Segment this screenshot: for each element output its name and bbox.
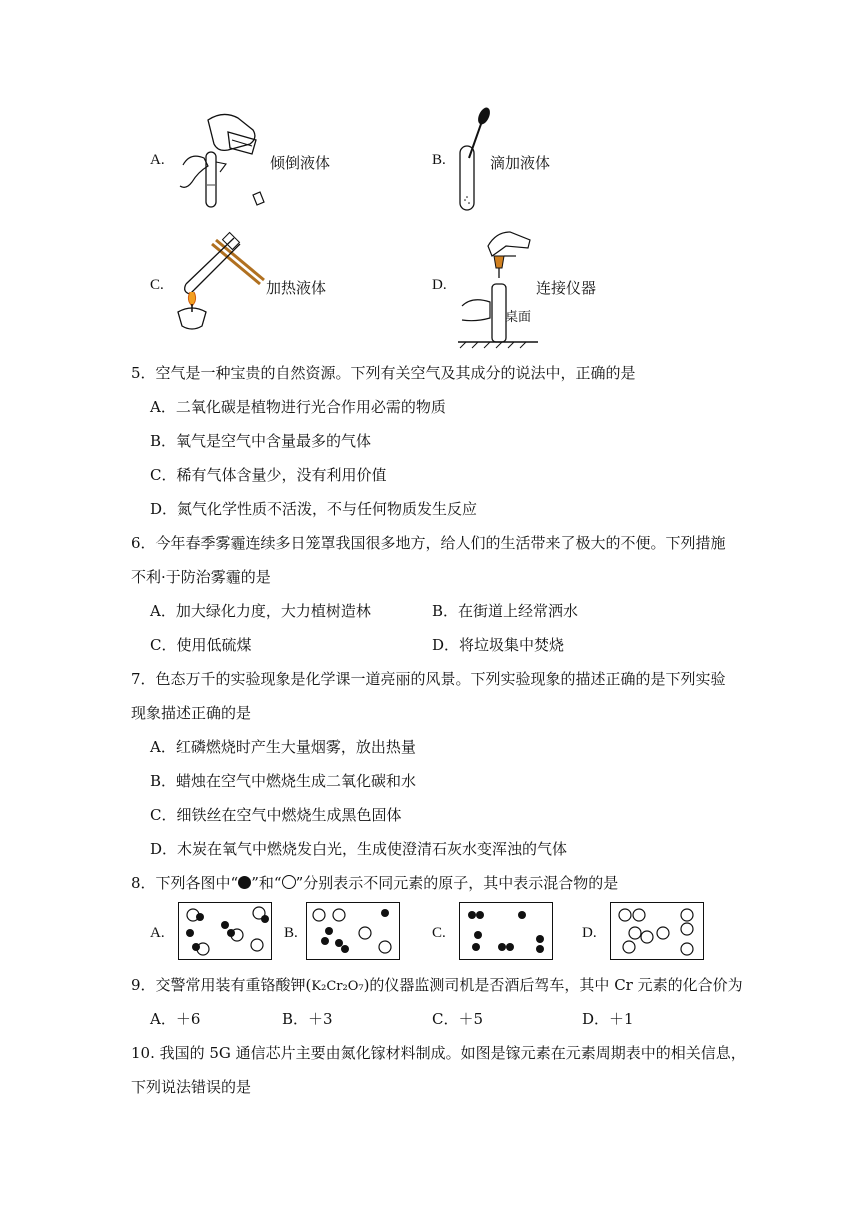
dropper-illustration — [455, 108, 495, 216]
q7-option-b: B．蜡烛在空气中燃烧生成二氧化碳和水 — [150, 772, 417, 790]
q8-option-d-letter: D. — [582, 925, 597, 941]
q9-option-b: B．＋3 — [282, 1010, 333, 1028]
q8-stem-part-c: ”分别表示不同元素的原子，其中表示混合物的是 — [295, 874, 619, 892]
q10-stem-line2: 下列说法错误的是 — [131, 1078, 252, 1096]
q8-option-c-letter: C. — [432, 925, 446, 941]
q6-option-d: D．将垃圾集中焚烧 — [432, 636, 565, 654]
q5-stem: 5．空气是一种宝贵的自然资源。下列有关空气及其成分的说法中，正确的是 — [131, 364, 636, 382]
q5-option-c: C．稀有气体含量少，没有利用价值 — [150, 466, 387, 484]
q8-box-a — [178, 902, 272, 960]
q9-stem-part-a: 9．交警常用装有重铬酸钾( — [131, 976, 312, 994]
q10-stem-line1: 10. 我国的 5G 通信芯片主要由氮化镓材料制成。如图是镓元素在元素周期表中的相关信息， — [131, 1044, 746, 1062]
q8-box-c — [459, 902, 553, 960]
pouring-liquid-illustration — [178, 110, 273, 215]
q6-stem-line2: 不利·于防治雾霾的是 — [131, 568, 271, 586]
q9-stem — [131, 974, 743, 995]
desk-label: 桌面 — [505, 310, 532, 325]
q9-option-a: A．＋6 — [150, 1010, 201, 1028]
q7-option-c: C．细铁丝在空气中燃烧生成黑色固体 — [150, 806, 402, 824]
q8-box-d — [610, 902, 704, 960]
q4-option-d-letter: D. — [432, 277, 447, 293]
q4-option-c-letter: C. — [150, 277, 164, 293]
q8-stem-part-a: 8．下列各图中“ — [131, 874, 239, 892]
q8-diagram-d — [611, 903, 705, 961]
q6-option-a: A．加大绿化力度，大力植树造林 — [150, 602, 371, 620]
q8-box-b — [306, 902, 400, 960]
q8-diagram-a — [179, 903, 273, 961]
q5-option-d: D．氮气化学性质不活泼，不与任何物质发生反应 — [150, 500, 478, 518]
q6-stem-line1: 6．今年春季雾霾连续多日笼罩我国很多地方，给人们的生活带来了极大的不便。下列措施 — [131, 534, 726, 552]
heating-liquid-illustration — [172, 236, 267, 336]
q8-option-b-letter: B. — [284, 925, 298, 941]
q7-stem-line1: 7．色态万千的实验现象是化学课一道亮丽的风景。下列实验现象的描述正确的是下列实验 — [131, 670, 726, 688]
q9-option-c: C．＋5 — [432, 1010, 484, 1028]
q5-option-b: B．氧气是空气中含量最多的气体 — [150, 432, 372, 450]
q8-diagram-c — [460, 903, 554, 961]
potassium-dichromate-formula: K₂Cr₂O₇ — [311, 979, 364, 994]
connecting-apparatus-illustration — [458, 226, 538, 346]
filled-atom-icon — [238, 876, 251, 889]
q8-diagram-b — [307, 903, 401, 961]
q4-option-b-letter: B. — [432, 152, 446, 168]
q7-stem-line2: 现象描述正确的是 — [131, 704, 252, 722]
q7-option-d: D．木炭在氧气中燃烧发白光，生成使澄清石灰水变浑浊的气体 — [150, 840, 568, 858]
q7-option-a: A．红磷燃烧时产生大量烟雾，放出热量 — [150, 738, 416, 756]
hollow-atom-icon — [282, 875, 296, 889]
q4-option-a-label: 倾倒液体 — [270, 154, 331, 172]
q4-option-a-letter: A. — [150, 152, 165, 168]
q4-option-b-label: 滴加液体 — [490, 154, 551, 172]
q4-option-d-label: 连接仪器 — [536, 279, 597, 297]
q5-option-a: A．二氧化碳是植物进行光合作用必需的物质 — [150, 398, 446, 416]
q9-stem-part-b: )的仪器监测司机是否酒后驾车，其中 Cr 元素的化合价为 — [363, 976, 743, 994]
q8-stem-part-b: ”和“ — [251, 874, 282, 892]
q8-stem — [131, 872, 618, 893]
q9-option-d: D．＋1 — [582, 1010, 634, 1028]
q8-option-a-letter: A. — [150, 925, 165, 941]
q6-option-b: B．在街道上经常洒水 — [432, 602, 579, 620]
q4-option-c-label: 加热液体 — [266, 279, 327, 297]
q6-option-c: C．使用低硫煤 — [150, 636, 252, 654]
